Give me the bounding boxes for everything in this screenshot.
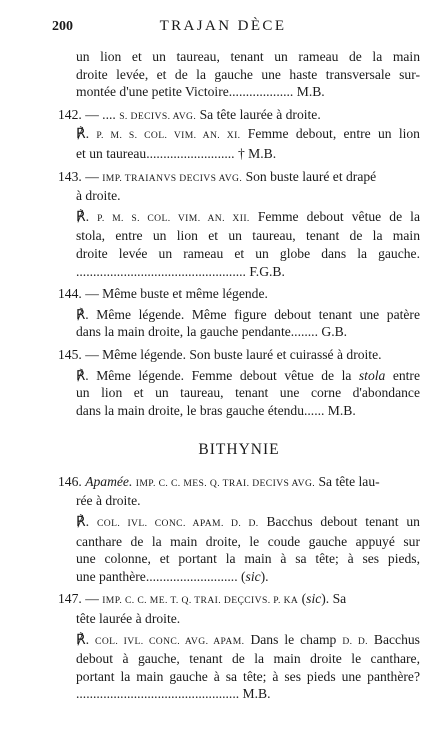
catalog-text	[58, 48, 420, 703]
section-heading: BITHYNIE	[198, 441, 280, 459]
catalog-entry-145	[58, 346, 420, 419]
page-header	[0, 18, 446, 38]
reverse-line: dans la main droite, la gauche pendante........ G.B.	[76, 324, 348, 340]
catalog-entry-142	[58, 106, 420, 163]
text-line: droite levée, et de la gauche une haste transversale sur-	[76, 66, 420, 82]
text-line: montée d'une petite Victoire................... M.B.	[76, 84, 325, 100]
reverse-symbol: ℟.	[76, 632, 90, 648]
obverse-line: 146. Apamée. IMP. C. C. MES. Q. TRAI. DECIVS AVG. Sa tête lau-	[58, 473, 380, 489]
reverse-symbol: ℟.	[76, 209, 90, 225]
reverse-line: ℟. P. M. S. COL. VIM. AN. XI. Femme debout, entre un lion	[76, 126, 420, 143]
reverse-line: dans la main droite, le bras gauche étendu...... M.B.	[76, 402, 356, 418]
page-number: 200	[52, 19, 73, 34]
catalog-entry-144	[58, 285, 420, 341]
text-line: un lion et un taureau, tenant un rameau de la main	[76, 49, 420, 64]
obverse-line: tête laurée à droite.	[76, 611, 181, 627]
reverse-line: stola, entre un lion et un taureau, tenant de la main	[76, 228, 420, 244]
obverse-line: à droite.	[76, 188, 121, 204]
reverse-symbol: ℟.	[76, 515, 90, 531]
running-title: TRAJAN DÈCE	[159, 18, 287, 34]
reverse-line: ................................................ M.B.	[76, 686, 271, 702]
reverse-line: une colonne, et portant la main à sa tête; à ses pieds,	[76, 551, 420, 567]
obverse-line: 147. — IMP. C. C. ME. T. Q. TRAI. DEÇCIVS. P. KA (sic). Sa	[58, 591, 347, 607]
reverse-line: portant la main gauche à sa tête; à ses pieds une panthère?	[76, 668, 420, 684]
reverse-symbol: ℟.	[76, 127, 90, 143]
reverse-line: .................................................. F.G.B.	[76, 263, 285, 279]
obverse-line: 142. — .... S. DECIVS. AVG. Sa tête laurée à droite.	[58, 106, 321, 122]
reverse-line: une panthère........................... (sic).	[76, 568, 269, 584]
reverse-line: ℟. P. M. S. COL. VIM. AN. XII. Femme debout vêtue de la	[76, 208, 420, 225]
obverse-line: 143. — IMP. TRAIANVS DECIVS AVG. Son buste lauré et drapé	[58, 168, 377, 184]
catalog-entry-146	[58, 473, 420, 586]
obverse-line: 145. — Même légende. Son buste lauré et cuirassé à droite.	[58, 346, 382, 362]
reverse-line: ℟. Même légende. Même figure debout tenant une patère	[76, 306, 420, 322]
obverse-line: rée à droite.	[76, 493, 141, 509]
reverse-line: canthare de la main droite, le coude gauche appuyé sur	[76, 533, 420, 549]
reverse-line: ℟. COL. IVL. CONC. APAM. D. D. Bacchus debout tenant un	[76, 514, 420, 531]
continued-entry	[58, 48, 420, 101]
reverse-line: un lion et un taureau, tenant une corne d'abondance	[76, 385, 420, 401]
reverse-line: et un taureau.......................... † M.B.	[76, 145, 277, 161]
catalog-entry-147	[58, 590, 420, 703]
catalog-entry-143	[58, 168, 420, 281]
city-name: Apamée.	[85, 473, 133, 489]
reverse-line: ℟. COL. IVL. CONC. AVG. APAM. Dans le champ D. D. Bacchus	[76, 631, 420, 648]
reverse-line: ℟. Même légende. Femme debout vêtue de la stola entre	[76, 367, 420, 383]
reverse-line: debout à gauche, tenant de la main droite le canthare,	[76, 651, 420, 667]
reverse-line: droite levée un rameau et un globe dans la gauche.	[76, 245, 420, 261]
obverse-line: 144. — Même buste et même légende.	[58, 286, 268, 302]
